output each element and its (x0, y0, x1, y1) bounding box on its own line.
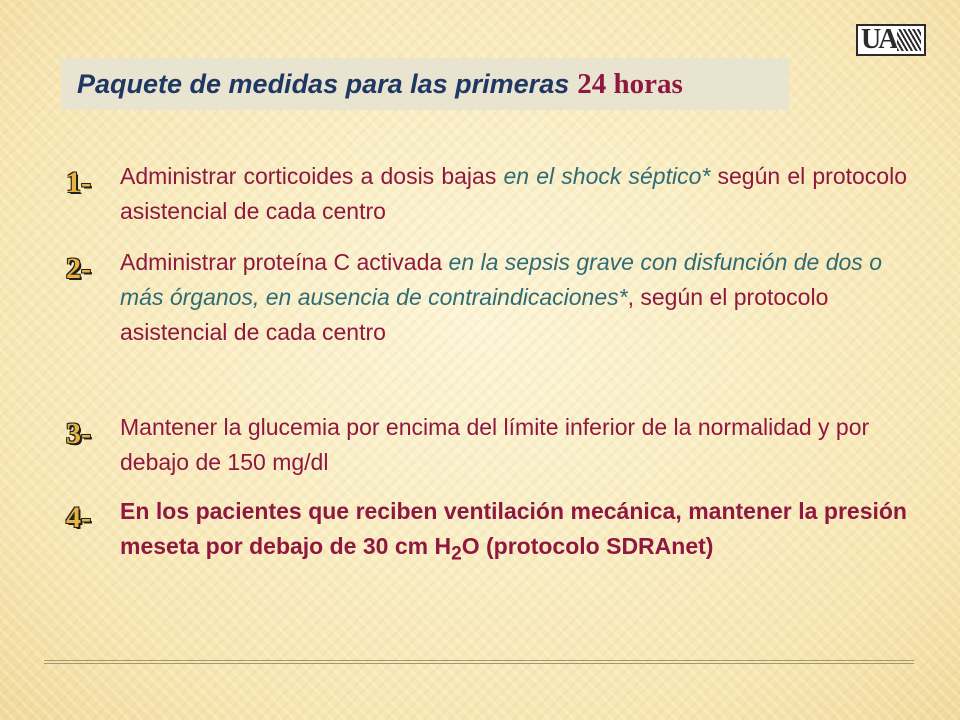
university-logo (856, 24, 926, 56)
title-banner (61, 58, 789, 110)
item-2-number: 2- (66, 252, 91, 285)
item-1-part1: Administrar corticoides a dosis bajas (120, 163, 497, 189)
item-2-part1: Administrar proteína C activada (120, 249, 443, 275)
item-2-part3: , según el protocolo asistencial de cada centro (120, 284, 829, 345)
footer-divider (44, 660, 914, 664)
title-main: Paquete de medidas para las primeras (77, 68, 570, 99)
item-1-part2: en el shock séptico* (503, 163, 711, 189)
logo-text: UA (861, 24, 896, 55)
item-4-subscript: 2 (451, 543, 462, 565)
item-2-text (120, 245, 907, 350)
title-accent: 24 horas (577, 67, 683, 100)
item-4-number: 4- (66, 501, 91, 534)
logo-emblem (897, 29, 921, 51)
item-4-text-after: O (protocolo SDRAnet) (461, 533, 714, 559)
item-1-number: 1- (66, 166, 91, 199)
item-3-text: Mantener la glucemia por encima del límite inferior de la normalidad y por debajo de 150 mg/dl (120, 414, 870, 475)
item-4-text-before: En los pacientes que reciben ventilación mecánica, mantener la presión meseta por debajo de 30 cm H (120, 498, 907, 559)
item-4-text (120, 494, 907, 572)
item-2-part2: en la sepsis grave con disfunción de dos o más órganos, en ausencia de contraindicaciones* (120, 249, 882, 310)
item-1-text (120, 159, 907, 229)
item-3-number: 3- (66, 417, 91, 450)
item-1-part3: según el protocolo asistencial de cada centro (120, 163, 907, 224)
